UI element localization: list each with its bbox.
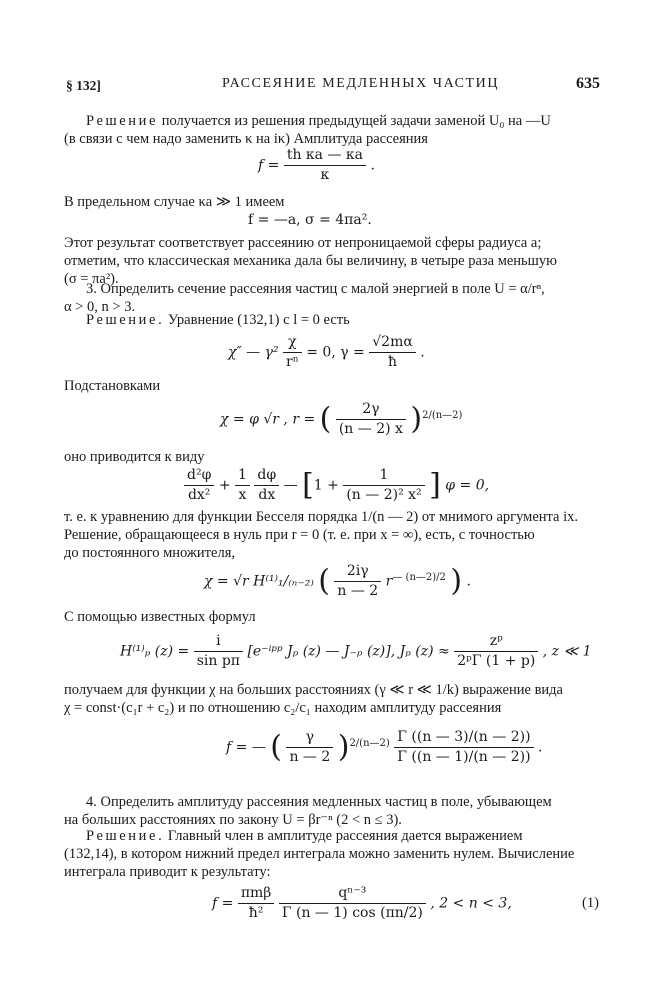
paragraph-substitutions: Подстановками — [64, 378, 161, 394]
equation-substitution: χ = φ √r , r = ( $\frac{2\gamma}{(n — 2) x}$ )$^{2/(n—2)}$ — [220, 401, 463, 437]
paragraph-known-formulas: С помощью известных формул — [64, 609, 256, 625]
solution-4-line-1: Решение. Главный член в амплитуде рассеяния дается выражением — [86, 828, 523, 844]
paragraph-large-distance-line-2: χ = const·(c₁r + c₂) и по отношению c₂/c₁ находим амплитуду рассеяния — [64, 700, 502, 716]
page-number: 635 — [576, 75, 600, 92]
paragraph-result-line-3: (σ = πa²). — [64, 271, 119, 287]
solution-3-line-1: Решение. Уравнение (132,1) с l = 0 есть — [86, 312, 350, 328]
paragraph-result-line-2: отметим, что классическая механика дала бы величину, в четыре раза меньшую — [64, 253, 557, 269]
problem-3-line-2: α > 0, n > 3. — [64, 299, 136, 315]
paragraph-large-distance-line-1: получаем для функции χ на больших расстояниях (γ ≪ r ≪ 1/k) выражение вида — [64, 682, 563, 698]
equation-amplitude-gamma: f = — ( $\frac{\gamma}{n — 2}$ )$^{2/(n—2)}$ $\frac{\Gamma ((n — 3)/(n — 2))}{\Gamma ((n — 1)/(n — 2))}$ . — [226, 729, 543, 765]
equation-bessel-form: $\frac{\text{d²φ}}{\text{dx²}}$ + $\frac{1}{x}$ $\frac{d\varphi}{dx}$ — [1 + $\frac{1}{\text{(n — 2)² x²}}$ ] φ = 0, — [184, 466, 489, 505]
solution-4-line-3: интеграла приводит к результату: — [64, 864, 271, 880]
paragraph-bessel-line-1: т. е. к уравнению для функции Бесселя порядка 1/(n — 2) от мнимого аргумента ix. — [64, 509, 578, 525]
running-title: РАССЕЯНИЕ МЕДЛЕННЫХ ЧАСТИЦ — [222, 76, 500, 91]
paragraph-reduces: оно приводится к виду — [64, 449, 205, 465]
solution-4-line-2: (132,14), в котором нижний предел интеграла можно заменить нулем. Вычисление — [64, 846, 575, 862]
paragraph-bessel-line-2: Решение, обращающееся в нуль при r = 0 (т. е. при x = ∞), есть, с точностью — [64, 527, 535, 543]
paragraph-solution-2-line-2: (в связи с чем надо заменить κ на iκ) Амплитуда рассеяния — [64, 131, 428, 147]
solution-label: Решение — [86, 113, 159, 129]
equation-hankel-bessel: H⁽¹⁾ₚ (z) = $\frac{i}{\text{sin pπ}}$ [e⁻ⁱᵖᵖ Jₚ (z) — J₋ₚ (z)], Jₚ (z) ≈ $\frac{\text{zᵖ}}{\text{2ᵖΓ (1 + p)}}$ , z ≪ 1 — [120, 633, 592, 669]
paragraph-limit-case: В предельном случае κa ≫ 1 имеем — [64, 194, 285, 210]
fraction: $\frac{\text{th κa — κa}}{\kappa}$ — [284, 146, 366, 185]
problem-3-line-1: 3. Определить сечение рассеяния частиц с малой энергией в поле U = α/rⁿ, — [86, 281, 545, 297]
solution-label: Решение. — [86, 828, 165, 844]
equation-result-1: f = $\frac{\text{πmβ}}{\text{ħ²}}$ $\frac{\text{qⁿ⁻³}}{\Gamma (n — 1) \cos (\pi n/2)}$ , 2 < n < 3, — [212, 885, 512, 921]
problem-4-line-1: 4. Определить амплитуду рассеяния медленных частиц в поле, убывающем — [86, 794, 552, 810]
equation-radial: χ″ — γ² $\frac{\chi}{\text{rⁿ}}$ = 0, γ = $\frac{√2m\alpha}{ħ}$ . — [228, 334, 425, 370]
equation-number: (1) — [582, 895, 599, 911]
problem-4-line-2: на больших расстояниях по закону U = βr⁻ⁿ (2 < n ≤ 3). — [64, 812, 402, 828]
section-reference: § 132] — [66, 78, 101, 93]
equation-scattering-amplitude: f = $\frac{\text{th κa — κa}}{\kappa}$ . — [258, 147, 375, 183]
paragraph-bessel-line-3: до постоянного множителя, — [64, 545, 235, 561]
paragraph-solution-2-line-1: Решение получается из решения предыдущей задачи заменой U₀ на —U — [86, 113, 551, 129]
paragraph-result-line-1: Этот результат соответствует рассеянию от непроницаемой сферы радиуса a; — [64, 235, 542, 251]
equation-solution-hankel: χ = √r H⁽¹⁾₁/₍ₙ₋₂₎ ( $\frac{2i\gamma}{n — 2}$ $r^{— (n—2)/2}$ ) . — [204, 563, 471, 599]
solution-label: Решение. — [86, 312, 165, 328]
equation-limit-result: f = —a, σ = 4πa². — [248, 212, 372, 228]
